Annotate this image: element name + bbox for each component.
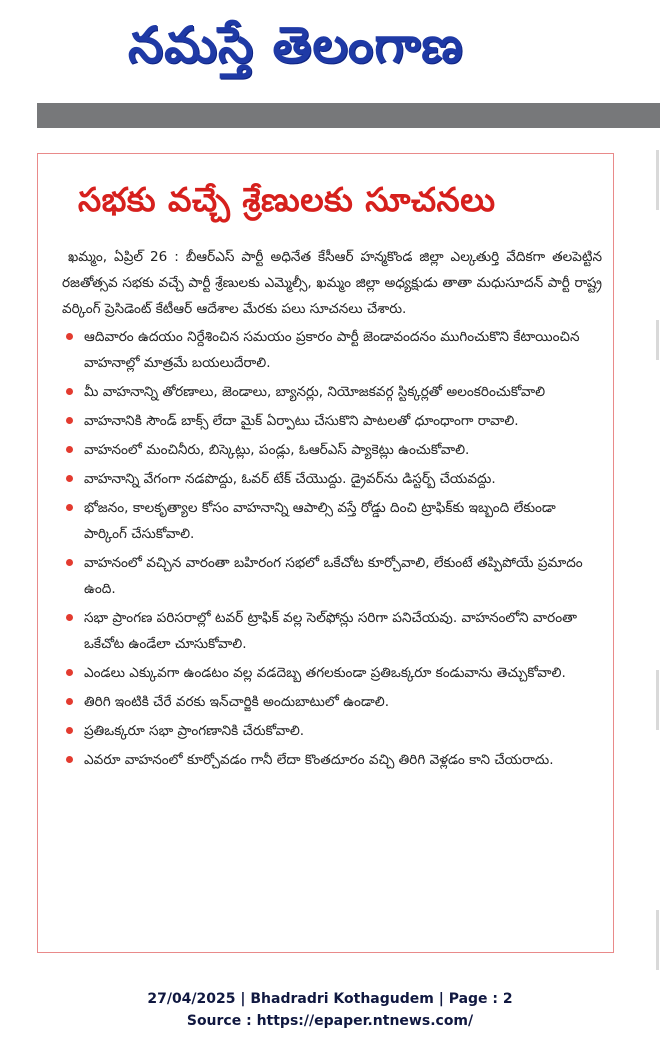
bullet-icon bbox=[66, 614, 73, 621]
bullet-icon bbox=[66, 417, 73, 424]
header-divider-bar bbox=[37, 103, 660, 128]
bullet-icon bbox=[66, 446, 73, 453]
list-item: తిరిగి ఇంటికి చేరే వరకు ఇన్‌చార్జికి అందుబాటులో ఉండాలి. bbox=[62, 689, 602, 715]
newspaper-logo: నమస్తే తెలంగాణ bbox=[128, 16, 464, 74]
bullet-icon bbox=[66, 698, 73, 705]
list-item: భోజనం, కాలకృత్యాల కోసం వాహనాన్ని ఆపాల్సి వస్తే రోడ్డు దించి ట్రాఫిక్‌కు ఇబ్బంది లేకుండా పార్కింగ్ చేసుకోవాలి. bbox=[62, 495, 602, 547]
article-clipping bbox=[37, 153, 614, 953]
list-item: వాహనానికి సౌండ్ బాక్స్ లేదా మైక్ ఏర్పాటు చేసుకొని పాటలతో ధూంధాంగా రావాలి. bbox=[62, 408, 602, 434]
masthead bbox=[0, 0, 660, 96]
list-item: ఎవరూ వాహనంలో కూర్చోవడం గానీ లేదా కొంతదూరం వచ్చి తిరిగి వెళ్లడం కాని చేయరాదు. bbox=[62, 747, 602, 773]
list-item: ప్రతిఒక్కరూ సభా ప్రాంగణానికి చేరుకోవాలి. bbox=[62, 718, 602, 744]
list-item: ఆదివారం ఉదయం నిర్దేశించిన సమయం ప్రకారం పార్టీ జెండావందనం ముగించుకొని కేటాయించిన వాహనాల్లో మాత్రమే బయలుదేరాలి. bbox=[62, 324, 602, 376]
article-intro: ఖమ్మం, ఏప్రిల్ 26 : బీఆర్ఎస్ పార్టీ అధినేత కేసీఆర్ హన్మకొండ జిల్లా ఎల్కతుర్తి వేదికగా తలపెట్టిన రజతోత్సవ సభకు వచ్చే పార్టీ శ్రేణులకు ఎమ్మెల్సీ, ఖమ్మం జిల్లా అధ్యక్షుడు తాతా మధుసూదన్ పార్టీ రాష్ట్ర వర్కింగ్ ప్రెసిడెంట్ కేటీఆర్ ఆదేశాల మేరకు పలు సూచనలు చేశారు. bbox=[62, 249, 602, 317]
bullet-icon bbox=[66, 727, 73, 734]
page-footer bbox=[0, 988, 660, 1032]
bullet-icon bbox=[66, 475, 73, 482]
adjacent-page-edge bbox=[652, 150, 660, 970]
bullet-icon bbox=[66, 756, 73, 763]
footer-date-edition: 27/04/2025 | Bhadradri Kothagudem | Page : 2 bbox=[147, 991, 513, 1007]
footer-source-link[interactable]: Source : https://epaper.ntnews.com/ bbox=[186, 1013, 474, 1029]
bullet-icon bbox=[66, 388, 73, 395]
bullet-icon bbox=[66, 669, 73, 676]
bullet-icon bbox=[66, 504, 73, 511]
bullet-icon bbox=[66, 559, 73, 566]
list-item: వాహనంలో మంచినీరు, బిస్కెట్లు, పండ్లు, ఓఆర్ఎస్ ప్యాకెట్లు ఉంచుకోవాలి. bbox=[62, 437, 602, 463]
list-item: వాహనంలో వచ్చిన వారంతా బహిరంగ సభలో ఒకేచోట కూర్చోవాలి, లేకుంటే తప్పిపోయే ప్రమాదం ఉంది. bbox=[62, 550, 602, 602]
article-body bbox=[62, 244, 602, 776]
list-item: ఎండలు ఎక్కువగా ఉండటం వల్ల వడదెబ్బ తగలకుండా ప్రతిఒక్కరూ కండువాను తెచ్చుకోవాలి. bbox=[62, 660, 602, 686]
article-headline: సభకు వచ్చే శ్రేణులకు సూచనలు bbox=[78, 180, 496, 219]
instructions-list bbox=[62, 324, 602, 773]
list-item: మీ వాహనాన్ని తోరణాలు, జెండాలు, బ్యానర్లు, నియోజకవర్గ స్టిక్కర్లతో అలంకరించుకోవాలి bbox=[62, 379, 602, 405]
list-item: వాహనాన్ని వేగంగా నడపొద్దు, ఓవర్ టేక్ చేయొద్దు. డ్రైవర్‌ను డిస్టర్బ్ చేయవద్దు. bbox=[62, 466, 602, 492]
list-item: సభా ప్రాంగణ పరిసరాల్లో టవర్ ట్రాఫిక్ వల్ల సెల్‌ఫోన్లు సరిగా పనిచేయవు. వాహనంలోని వారంతా ఒకేచోట ఉండేలా చూసుకోవాలి. bbox=[62, 605, 602, 657]
bullet-icon bbox=[66, 333, 73, 340]
